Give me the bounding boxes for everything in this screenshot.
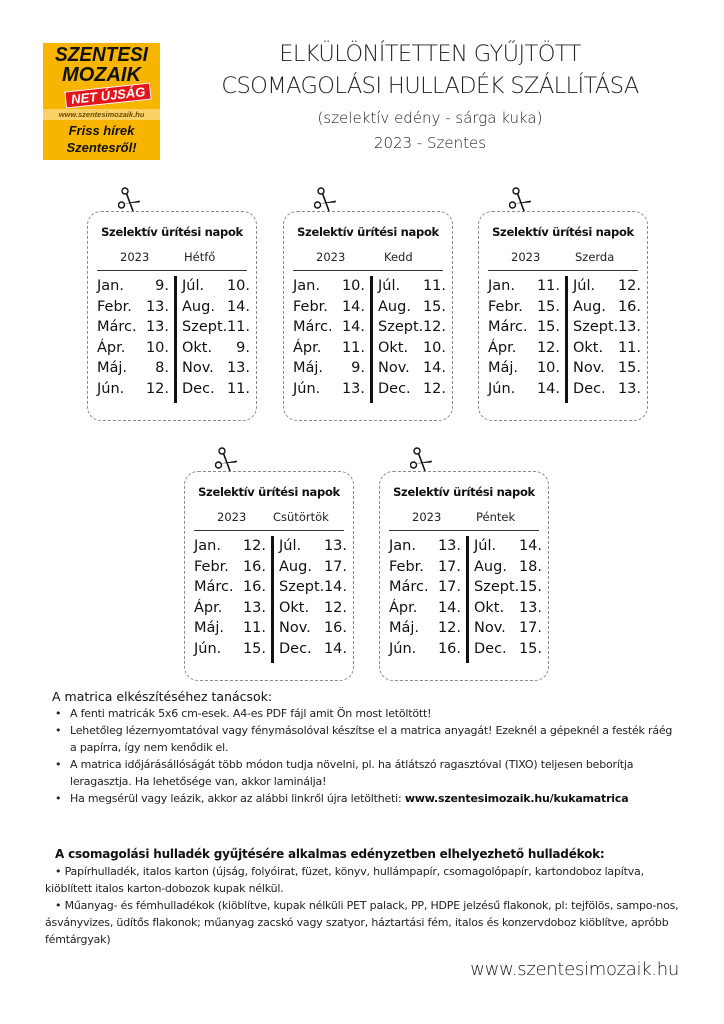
month-label: Ápr. [488, 339, 517, 356]
schedule-row [488, 338, 560, 359]
day-value: 14. [536, 380, 560, 397]
month-label: Júl. [573, 278, 596, 294]
schedule-row [488, 276, 560, 297]
schedule-row [389, 536, 461, 557]
month-label: Márc. [293, 319, 333, 335]
month-label: Nov. [474, 620, 506, 636]
card-year: 2023 [316, 250, 346, 264]
day-value: 18. [518, 558, 542, 575]
day-value: 16. [242, 579, 266, 595]
sticker-card-wednesday [478, 211, 648, 421]
day-value: 13. [242, 599, 266, 616]
schedule-row [182, 358, 250, 379]
month-label: Ápr. [389, 599, 418, 616]
month-label: Aug. [474, 558, 507, 575]
schedule-row [182, 297, 250, 318]
card-year: 2023 [412, 510, 442, 524]
month-label: Febr. [293, 298, 328, 315]
footer-url[interactable]: www.szentesimozaik.hu [470, 959, 679, 980]
schedule-row [378, 317, 446, 338]
logo-url: www.szentesimozaik.hu [43, 109, 160, 120]
schedule-row [194, 618, 266, 639]
scissors-icon [314, 186, 336, 212]
schedule-row [182, 379, 250, 400]
month-label: Dec. [279, 640, 312, 657]
page-year-place: 2023 - Szentes [373, 134, 487, 152]
schedule-row [97, 297, 169, 318]
tips-item [52, 705, 682, 722]
month-label: Nov. [279, 620, 311, 636]
day-value: 15. [518, 579, 542, 595]
card-weekday: Csütörtök [273, 510, 329, 524]
card-left-column [488, 276, 560, 399]
month-label: Aug. [573, 298, 606, 315]
schedule-row [279, 577, 347, 598]
month-label: Dec. [182, 380, 215, 397]
card-divider [194, 530, 344, 531]
month-label: Máj. [194, 620, 225, 636]
card-title: Szelektív ürítési napok [393, 485, 535, 499]
month-label: Máj. [389, 620, 420, 636]
day-value: 13. [518, 599, 542, 616]
schedule-row [279, 598, 347, 619]
card-weekday: Hétfő [184, 250, 216, 264]
month-label: Okt. [182, 339, 213, 356]
month-label: Okt. [279, 599, 310, 616]
month-label: Dec. [573, 380, 606, 397]
schedule-row [474, 557, 542, 578]
month-label: Nov. [378, 360, 410, 376]
schedule-row [293, 317, 365, 338]
scissors-icon [118, 186, 140, 212]
waste-title: A csomagolási hulladék gyűjtésére alkalmas edényzetben elhelyezhető hulladékok: [55, 847, 605, 861]
schedule-row [97, 338, 169, 359]
schedule-row [182, 338, 250, 359]
day-value: 9. [155, 278, 169, 294]
month-label: Márc. [97, 319, 137, 335]
day-value: 11. [536, 278, 560, 294]
schedule-row [488, 379, 560, 400]
month-label: Jan. [194, 538, 221, 554]
schedule-row [389, 557, 461, 578]
scissors-icon [509, 186, 531, 212]
month-label: Febr. [97, 298, 132, 315]
logo-tagline1: Friss hírek [68, 123, 135, 138]
day-value: 15. [422, 298, 446, 315]
schedule-row [194, 577, 266, 598]
month-label: Okt. [378, 339, 409, 356]
card-divider [389, 530, 539, 531]
day-value: 10. [341, 278, 365, 294]
month-label: Júl. [279, 538, 302, 554]
card-year: 2023 [217, 510, 247, 524]
schedule-row [194, 536, 266, 557]
card-title: Szelektív ürítési napok [198, 485, 340, 499]
card-left-column [389, 536, 461, 659]
card-weekday: Péntek [476, 510, 516, 524]
month-label: Dec. [474, 640, 507, 657]
month-label: Febr. [194, 558, 229, 575]
month-label: Ápr. [97, 339, 126, 356]
schedule-row [378, 379, 446, 400]
day-value: 11. [341, 339, 365, 356]
month-label: Jan. [488, 278, 515, 294]
month-label: Ápr. [293, 339, 322, 356]
day-value: 14. [437, 599, 461, 616]
card-year: 2023 [120, 250, 150, 264]
sticker-card-monday [87, 211, 257, 421]
day-value: 12. [536, 339, 560, 356]
month-label: Szept. [474, 579, 520, 595]
day-value: 13. [617, 380, 641, 397]
schedule-row [97, 379, 169, 400]
month-label: Febr. [389, 558, 424, 575]
day-value: 11. [617, 339, 641, 356]
schedule-row [474, 577, 542, 598]
logo-line1: SZENTESI [55, 44, 148, 66]
schedule-row [389, 598, 461, 619]
card-year: 2023 [511, 250, 541, 264]
schedule-row [573, 338, 641, 359]
schedule-row [182, 317, 250, 338]
day-value: 14. [422, 360, 446, 376]
month-label: Nov. [573, 360, 605, 376]
card-right-column [279, 536, 347, 659]
card-left-column [293, 276, 365, 399]
month-label: Júl. [474, 538, 497, 554]
day-value: 10. [422, 339, 446, 356]
schedule-row [194, 557, 266, 578]
day-value: 17. [518, 620, 542, 636]
waste-item-plastic-metal: • Műanyag- és fémhulladékok (kiöblítve, kupak nélküli PET palack, PP, HDPE jelzésű flakonok, pl: tejfölös, sampo-nos, ásványvizes, üdítős flakonok; műanyag zacskó vagy szatyor, háztartási fém, italos és konzervdoboz kiöblítve, apróbb fémtárgyak) [45, 899, 679, 946]
day-value: 17. [437, 558, 461, 575]
month-label: Máj. [97, 360, 128, 376]
day-value: 8. [155, 360, 169, 376]
card-title: Szelektív ürítési napok [297, 225, 439, 239]
schedule-row [194, 598, 266, 619]
schedule-row [97, 317, 169, 338]
schedule-row [378, 358, 446, 379]
day-value: 12. [145, 380, 169, 397]
schedule-row [389, 577, 461, 598]
day-value: 14. [323, 640, 347, 657]
day-value: 13. [323, 538, 347, 554]
day-value: 10. [536, 360, 560, 376]
month-label: Ápr. [194, 599, 223, 616]
month-label: Aug. [279, 558, 312, 575]
month-label: Szept. [378, 319, 424, 335]
day-value: 12. [422, 380, 446, 397]
schedule-row [488, 317, 560, 338]
sticker-card-tuesday [283, 211, 453, 421]
schedule-row [182, 276, 250, 297]
month-label: Márc. [389, 579, 429, 595]
card-column-separator [271, 536, 274, 663]
month-label: Nov. [182, 360, 214, 376]
schedule-row [573, 297, 641, 318]
month-label: Jún. [293, 380, 321, 397]
day-value: 11. [226, 319, 250, 335]
schedule-row [279, 639, 347, 660]
schedule-row [573, 317, 641, 338]
download-link[interactable]: www.szentesimozaik.hu/kukamatrica [404, 792, 629, 805]
logo-badge: NET ÚJSÁG [64, 83, 152, 109]
day-value: 13. [145, 319, 169, 335]
schedule-row [293, 297, 365, 318]
schedule-row [279, 557, 347, 578]
sticker-card-friday [379, 471, 549, 681]
month-label: Jún. [194, 640, 222, 657]
schedule-row [389, 618, 461, 639]
card-column-separator [565, 276, 568, 403]
schedule-row [474, 598, 542, 619]
schedule-row [573, 379, 641, 400]
bullet: • [55, 724, 62, 737]
schedule-row [97, 276, 169, 297]
day-value: 16. [242, 558, 266, 575]
month-label: Aug. [182, 298, 215, 315]
logo-tagline2: Szentesről! [66, 140, 137, 155]
day-value: 14. [341, 319, 365, 335]
day-value: 13. [226, 360, 250, 376]
tips-item [52, 790, 682, 807]
tips-item-text: Ha megsérül vagy leázik, akkor az alábbi linkről újra letöltheti: [70, 792, 405, 805]
schedule-row [389, 639, 461, 660]
card-left-column [194, 536, 266, 659]
day-value: 15. [518, 640, 542, 657]
day-value: 13. [145, 298, 169, 315]
month-label: Jún. [97, 380, 125, 397]
scissors-icon [215, 446, 237, 472]
tips-list [52, 705, 682, 807]
schedule-row [488, 297, 560, 318]
card-right-column [573, 276, 641, 399]
month-label: Júl. [182, 278, 205, 294]
scissors-icon [410, 446, 432, 472]
card-right-column [182, 276, 250, 399]
bullet: • [55, 758, 62, 771]
waste-section [45, 846, 685, 948]
day-value: 12. [422, 319, 446, 335]
schedule-row [474, 639, 542, 660]
day-value: 12. [437, 620, 461, 636]
month-label: Okt. [474, 599, 505, 616]
schedule-row [474, 536, 542, 557]
sticker-card-thursday [184, 471, 354, 681]
month-label: Aug. [378, 298, 411, 315]
bullet: • [55, 792, 62, 805]
page-subtitle: (szelektív edény - sárga kuka) [317, 109, 543, 127]
schedule-row [488, 358, 560, 379]
day-value: 13. [617, 319, 641, 335]
month-label: Márc. [488, 319, 528, 335]
schedule-row [378, 297, 446, 318]
month-label: Márc. [194, 579, 234, 595]
card-title: Szelektív ürítési napok [492, 225, 634, 239]
day-value: 12. [242, 538, 266, 554]
day-value: 15. [536, 319, 560, 335]
card-column-separator [174, 276, 177, 403]
day-value: 11. [242, 620, 266, 636]
day-value: 11. [422, 278, 446, 294]
tips-title: A matrica elkészítéséhez tanácsok: [52, 689, 273, 704]
month-label: Júl. [378, 278, 401, 294]
schedule-row [474, 618, 542, 639]
month-label: Jan. [97, 278, 124, 294]
card-title: Szelektív ürítési napok [101, 225, 243, 239]
month-label: Szept. [279, 579, 325, 595]
card-right-column [378, 276, 446, 399]
month-label: Jún. [389, 640, 417, 657]
tips-section [52, 688, 682, 807]
tips-item-text: A matrica időjárásállóságát több módon tudja növelni, pl. ha átlátszó ragasztóval (TIXO) teljesen beborítja leragasztja. Ha lehetősége van, akkor laminálja! [70, 758, 634, 788]
card-left-column [97, 276, 169, 399]
month-label: Jan. [389, 538, 416, 554]
day-value: 10. [145, 339, 169, 356]
day-value: 12. [323, 599, 347, 616]
card-right-column [474, 536, 542, 659]
day-value: 13. [437, 538, 461, 554]
page-title-line1: ELKÜLÖNÍTETTEN GYŰJTÖTT [279, 41, 581, 67]
day-value: 16. [437, 640, 461, 657]
logo [43, 43, 160, 160]
month-label: Máj. [293, 360, 324, 376]
schedule-row [293, 338, 365, 359]
card-weekday: Szerda [575, 250, 615, 264]
day-value: 10. [226, 278, 250, 294]
day-value: 9. [236, 339, 250, 356]
schedule-row [293, 276, 365, 297]
tips-item [52, 722, 682, 756]
tips-item [52, 756, 682, 790]
schedule-row [279, 536, 347, 557]
day-value: 17. [437, 579, 461, 595]
month-label: Szept. [573, 319, 619, 335]
schedule-row [279, 618, 347, 639]
card-divider [293, 270, 443, 271]
month-label: Dec. [378, 380, 411, 397]
day-value: 14. [518, 538, 542, 554]
day-value: 15. [536, 298, 560, 315]
schedule-row [293, 358, 365, 379]
day-value: 12. [617, 278, 641, 294]
month-label: Jún. [488, 380, 516, 397]
bullet: • [55, 707, 62, 720]
schedule-row [378, 338, 446, 359]
tips-item-text: Lehetőleg lézernyomtatóval vagy fénymásolóval készítse el a matrica anyagát! Ezeknél a gépeknél a festék ráég a papírra, így nem kenődik el. [70, 724, 673, 754]
card-column-separator [466, 536, 469, 663]
month-label: Szept. [182, 319, 228, 335]
day-value: 14. [323, 579, 347, 595]
card-column-separator [370, 276, 373, 403]
schedule-row [378, 276, 446, 297]
day-value: 17. [323, 558, 347, 575]
tips-item-text: A fenti matricák 5x6 cm-esek. A4-es PDF fájl amit Ön most letöltött! [70, 707, 432, 720]
waste-item-paper: • Papírhulladék, italos karton (újság, folyóirat, füzet, könyv, hullámpapír, csomagolópapír, kartondoboz lapítva, kiöblített italos karton-dobozok kupak nélkül. [45, 865, 644, 895]
card-weekday: Kedd [384, 250, 413, 264]
schedule-row [293, 379, 365, 400]
schedule-row [573, 276, 641, 297]
schedule-row [97, 358, 169, 379]
schedule-row [573, 358, 641, 379]
logo-line2: MOZAIK [62, 64, 141, 86]
day-value: 9. [351, 360, 365, 376]
page-title-line2: CSOMAGOLÁSI HULLADÉK SZÁLLÍTÁSA [221, 73, 639, 99]
schedule-row [194, 639, 266, 660]
month-label: Máj. [488, 360, 519, 376]
day-value: 15. [242, 640, 266, 657]
day-value: 15. [617, 360, 641, 376]
card-divider [97, 270, 247, 271]
day-value: 14. [226, 298, 250, 315]
day-value: 13. [341, 380, 365, 397]
month-label: Okt. [573, 339, 604, 356]
card-divider [488, 270, 638, 271]
day-value: 11. [226, 380, 250, 397]
day-value: 16. [323, 620, 347, 636]
month-label: Febr. [488, 298, 523, 315]
day-value: 16. [617, 298, 641, 315]
month-label: Jan. [293, 278, 320, 294]
day-value: 14. [341, 298, 365, 315]
